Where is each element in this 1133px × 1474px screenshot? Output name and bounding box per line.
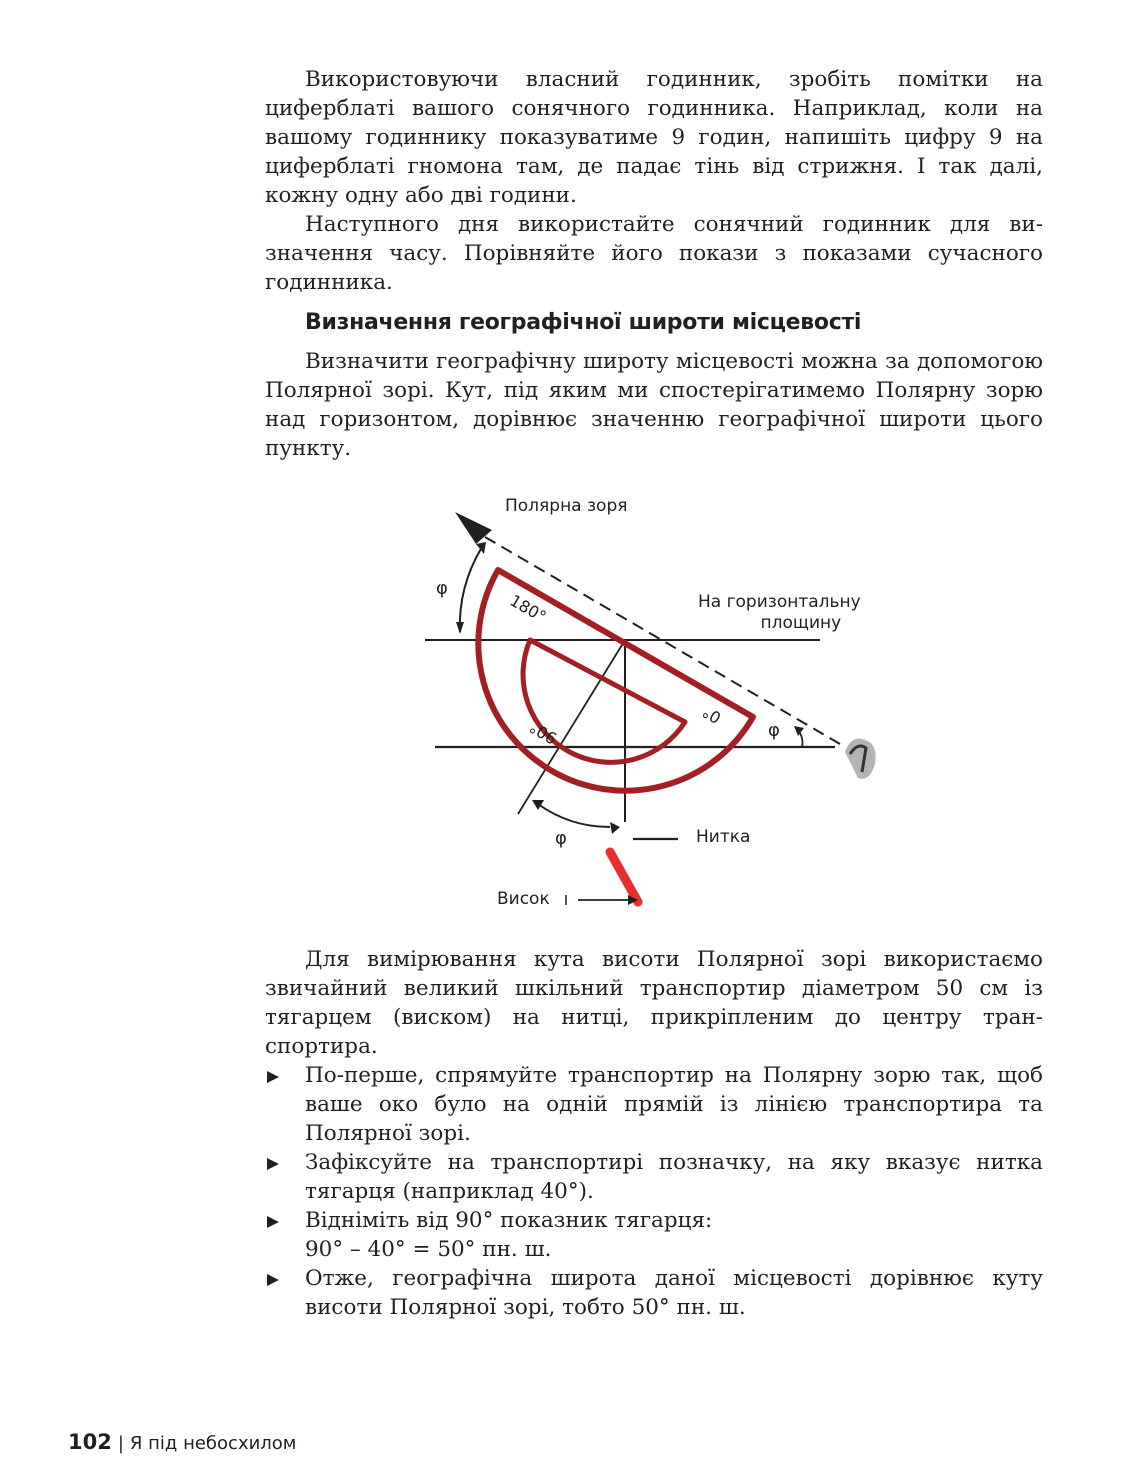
plumb-bob — [610, 852, 638, 902]
bullet-triangle-icon — [267, 1216, 279, 1228]
list-item — [265, 1206, 1043, 1264]
phi-label-bottom: φ — [555, 828, 567, 849]
paragraph-measurement: Для вимірювання кута висоти Полярної зорі використаємо звичайний великий шкільний транспортир діаметром 50 см із тягарцем (виском) на нитці, прикріпленим до центру транспортира. — [265, 947, 1043, 1059]
formula: 90° – 40° = 50° пн. ш. — [305, 1237, 552, 1262]
deg-180-label: 180° — [506, 590, 550, 627]
phi-arrow-right — [794, 726, 804, 736]
phi-arrow-bottom-right — [610, 822, 620, 834]
plumb-label: Висок — [497, 889, 550, 909]
phi-arrow-left-up — [476, 542, 486, 554]
polar-star-label: Полярна зоря — [505, 496, 628, 516]
bullet-triangle-icon — [267, 1274, 279, 1286]
star-arrowhead — [455, 512, 492, 544]
phi-arrow-bottom-left — [532, 800, 544, 810]
list-item — [265, 1264, 1043, 1322]
horizontal-plane-label — [698, 592, 861, 634]
paragraph-sundial-marks: Використовуючи власний годинник, зробіть помітки на циферблаті вашого сонячного годинника. Наприклад, коли на вашому годиннику показуватиме 9 годин, напишіть цифру 9 на циферблаті гномона там, де падає тінь від стрижня. І так далі, кожну одну або дві години. — [265, 67, 1043, 208]
deg-0-label: 0° — [699, 701, 725, 728]
footer-separator: | — [117, 1433, 124, 1454]
horizontal-plane-label-line2: площину — [760, 613, 842, 633]
section-title: Я під небосхилом — [129, 1433, 297, 1454]
list-item-text: Зафіксуйте на транспортирі позначку, на яку вказує нитка тягарця (наприклад 40°). — [305, 1150, 1043, 1204]
instruction-list — [265, 1061, 1043, 1322]
paragraph-next-day: Наступного дня використайте сонячний годинник для визначення часу. Порівняйте його покази з показами сучасного годинника. — [265, 212, 1043, 295]
bullet-triangle-icon — [267, 1158, 279, 1170]
page-number: 102 — [68, 1430, 112, 1454]
thread-label: Нитка — [696, 827, 751, 847]
list-item-text: Отже, географічна широта даної місцевості дорівнює куту висоти Полярної зорі, тобто 50° пн. ш. — [305, 1266, 1043, 1320]
list-item — [265, 1148, 1043, 1206]
phi-arrow-left-down — [456, 622, 464, 634]
list-item — [265, 1061, 1043, 1148]
section-heading: Визначення географічної широти місцевості — [305, 310, 862, 335]
paragraph-latitude-intro: Визначити географічну широту місцевості можна за допомогою Полярної зорі. Кут, під яким ми спостерігатимемо Полярну зорю над горизонтом, дорівнює значенню географічної широти цього пункту. — [265, 349, 1043, 461]
protractor-diagram — [420, 482, 900, 922]
phi-label-top: φ — [436, 578, 448, 599]
phi-label-right: φ — [768, 720, 780, 741]
horizontal-plane-label-line1: На горизонтальну — [698, 592, 861, 612]
phi-arc-bottom — [538, 804, 610, 827]
page-footer — [68, 1430, 296, 1454]
protractor-figure — [420, 482, 900, 922]
eye-icon — [845, 739, 876, 779]
list-item-text: Відніміть від 90° показник тягарця: — [305, 1208, 713, 1233]
deg-90-label: 90° — [526, 717, 561, 749]
bullet-triangle-icon — [267, 1071, 279, 1083]
list-item-text: По-перше, спрямуйте транспортир на Полярну зорю так, щоб ваше око було на одній прямій із лінією транспортира та Полярної зорі. — [305, 1063, 1043, 1146]
